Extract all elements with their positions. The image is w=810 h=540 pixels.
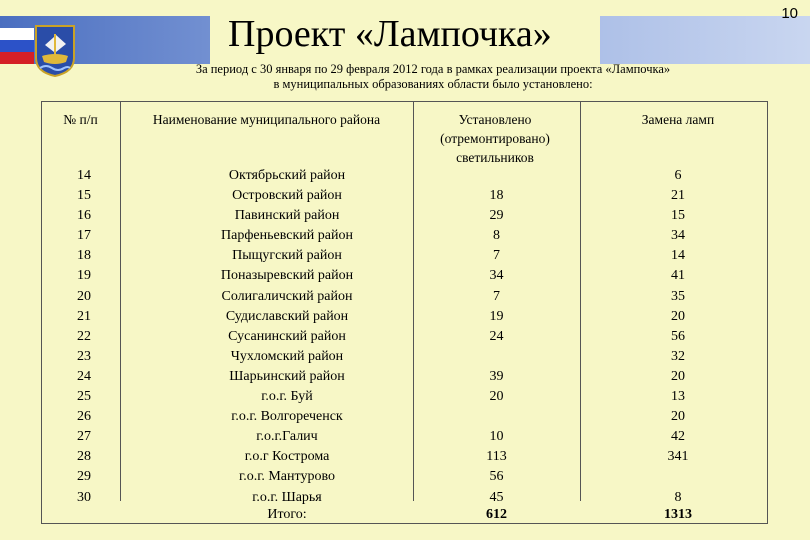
row-number: 20: [77, 288, 91, 304]
replaced-count: 15: [671, 208, 685, 224]
district-name: г.о.г. Волгореченск: [231, 409, 343, 425]
district-name: Шарьинский район: [229, 368, 345, 384]
replaced-count: 35: [671, 288, 685, 304]
table-row: [41, 367, 766, 387]
installed-count: 39: [489, 368, 504, 384]
table-row: [41, 387, 766, 407]
district-name: Парфеньевский район: [221, 228, 353, 244]
table-row: [41, 467, 766, 487]
district-name: Пыщугский район: [232, 248, 342, 264]
table-row: [41, 166, 766, 186]
subtitle: [128, 62, 738, 92]
district-name: г.о.г. Мантурово: [239, 469, 335, 485]
installed-count: 19: [489, 308, 504, 324]
row-number: 19: [77, 268, 91, 284]
row-number: 15: [77, 188, 91, 204]
replaced-count: 21: [671, 188, 685, 204]
replaced-count: 34: [671, 228, 685, 244]
district-name: Поназыревский район: [220, 268, 354, 284]
installed-count: 56: [489, 469, 504, 485]
installed-count: 8: [493, 228, 500, 244]
district-name: Октябрьский район: [228, 168, 346, 183]
installed-count: 45: [489, 489, 504, 505]
row-number: 16: [77, 208, 91, 224]
row-number: 17: [77, 228, 91, 244]
district-name: Сусанинский район: [228, 328, 346, 344]
flag-icon: [0, 28, 34, 64]
installed-count: 10: [489, 429, 504, 445]
page-number: 10: [781, 5, 798, 22]
replaced-count: 20: [671, 308, 685, 324]
replaced-count: 20: [671, 409, 685, 425]
row-number: 27: [77, 429, 91, 445]
subtitle-line-2: в муниципальных образованиях области было установлено:: [273, 77, 593, 91]
table-row: [41, 266, 766, 286]
district-name: Островский район: [232, 188, 342, 204]
replaced-count: 341: [667, 449, 689, 465]
table-row: [41, 347, 766, 367]
installed-count: 113: [486, 449, 507, 465]
row-number: 29: [77, 469, 91, 485]
row-number: 22: [77, 328, 91, 344]
total-installed: 612: [486, 507, 507, 522]
installed-count: 24: [489, 328, 504, 344]
replaced-count: 41: [671, 268, 685, 284]
row-number: 21: [77, 308, 91, 324]
district-name: г.о.г Кострома: [244, 449, 330, 465]
installed-count: 18: [489, 188, 504, 204]
table-row: [41, 287, 766, 307]
subtitle-line-1: За период с 30 января по 29 февраля 2012 года в рамках реализации проекта «Лампочка»: [195, 62, 671, 76]
table-row: [41, 407, 766, 427]
replaced-count: 6: [674, 168, 682, 183]
row-number: 25: [77, 389, 91, 405]
installed-count: 20: [489, 389, 504, 405]
installed-count: 29: [489, 208, 504, 224]
total-replaced: 1313: [664, 507, 692, 522]
table-row: [41, 307, 766, 327]
row-number: 26: [77, 409, 91, 425]
row-number: 23: [77, 348, 91, 364]
district-name: г.о.г. Буй: [261, 389, 313, 405]
table-row: [41, 447, 766, 467]
row-number: 14: [77, 168, 91, 183]
row-number: 24: [77, 368, 91, 384]
row-number: 28: [77, 449, 91, 465]
row-number: 30: [77, 489, 91, 505]
replaced-count: 14: [671, 248, 685, 264]
district-name: г.о.г.Галич: [256, 429, 318, 445]
installed-count: 7: [493, 288, 500, 304]
total-label: Итого:: [267, 507, 307, 522]
table-row: [41, 246, 766, 266]
replaced-count: 8: [674, 489, 682, 505]
district-name: Чухломский район: [230, 348, 344, 364]
district-name: Павинский район: [234, 208, 340, 224]
coat-of-arms-icon: [34, 24, 76, 78]
installed-count: 34: [489, 268, 504, 284]
column-header-district: Наименование муниципального района: [152, 112, 381, 127]
column-header-installed: Установлено (отремонтировано) светильников: [440, 112, 550, 165]
table-row: [41, 226, 766, 246]
district-name: Солигаличский район: [221, 288, 353, 304]
replaced-count: 20: [671, 368, 685, 384]
installed-count: 7: [493, 248, 500, 264]
table-row: [41, 186, 766, 206]
table-body: [41, 166, 766, 508]
page-title: Проект «Лампочка»: [228, 13, 552, 55]
table-row: [41, 427, 766, 447]
district-name: г.о.г. Шарья: [252, 489, 322, 505]
table-row: [41, 206, 766, 226]
row-number: 18: [77, 248, 91, 264]
replaced-count: 13: [671, 389, 685, 405]
column-header-number: № п/п: [63, 112, 98, 127]
replaced-count: 56: [671, 328, 685, 344]
district-name: Судиславский район: [225, 308, 349, 324]
table-row: [41, 327, 766, 347]
replaced-count: 32: [671, 348, 685, 364]
column-header-replaced: Замена ламп: [641, 112, 715, 127]
replaced-count: 42: [671, 429, 685, 445]
